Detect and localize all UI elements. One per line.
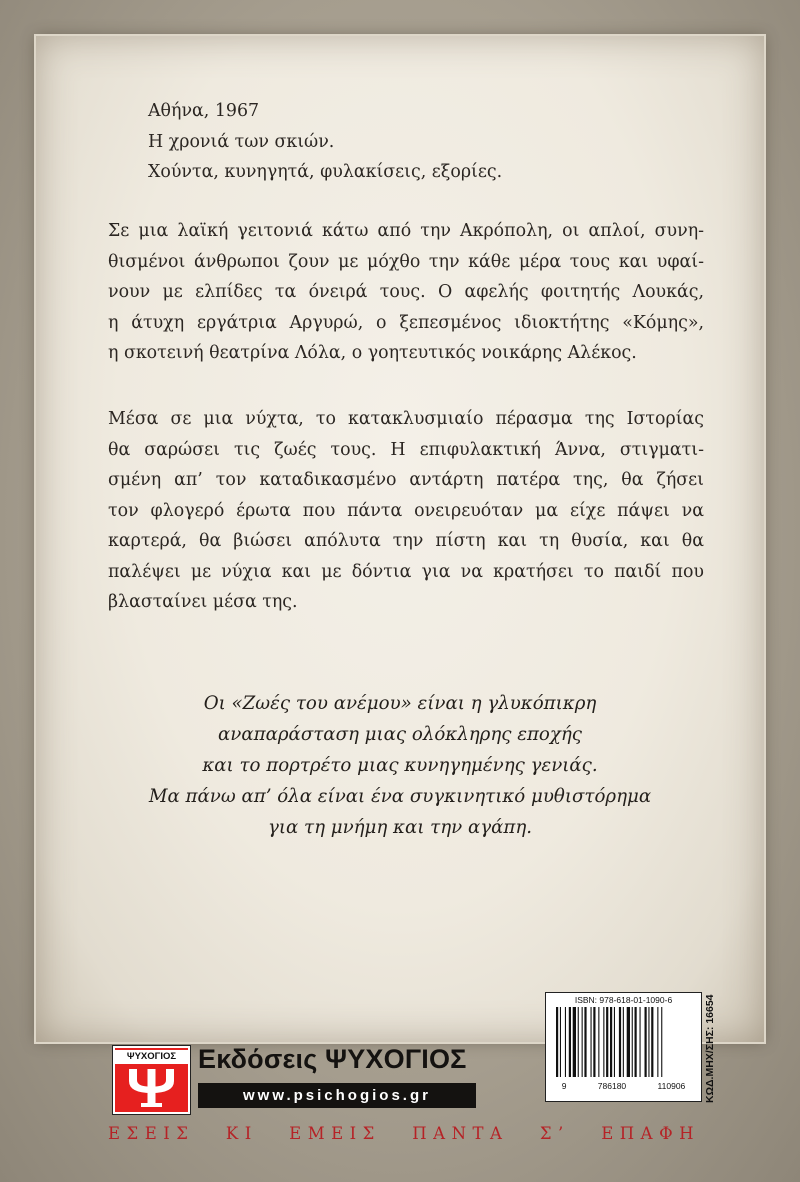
closing-line: Οι «Ζωές του ανέμου» είναι η γλυκόπικρη [203,693,597,714]
barcode-digit-group: 110906 [657,1081,686,1091]
paragraph-2 [108,404,704,618]
paragraph-line: παλέψει με νύχια και με δόντια για να κρατήσει το παιδί που [108,561,704,582]
opening-lines [148,96,744,188]
paragraph-line: Μέσα σε μια νύχτα, το κατακλυσμιαίο πέρασμα της Ιστορίας [108,409,704,429]
paragraph-1 [108,216,704,369]
opening-line: Η χρονιά των σκιών. [148,131,335,152]
publisher-slogan: ΕΣΕΙΣ ΚΙ ΕΜΕΙΣ ΠΑΝΤΑ Σ’ ΕΠΑΦΗ [108,1124,700,1143]
paragraph-line: νουν με ελπίδες τα όνειρά τους. Ο αφελής φοιτητής Λουκάς, [108,282,704,302]
paragraph-line: βλασταίνει μέσα της. [108,592,298,612]
barcode [545,992,702,1102]
closing-line: και το πορτρέτο μιας κυνηγημένης γενιάς. [202,755,598,776]
closing-line: για τη μνήμη και την αγάπη. [267,817,533,838]
isbn-label: ISBN: 978-618-01-1090-6 [574,995,673,1005]
opening-line: Χούντα, κυνηγητά, φυλακίσεις, εξορίες. [148,162,503,182]
barcode-digit-group: 9 [561,1081,567,1091]
vertical-code: ΚΩΔ.ΜΗΧ/ΣΗΣ: 16654 [704,994,716,1103]
publisher-logo [113,1046,190,1114]
paragraph-line: σμένη απ’ τον καταδικασμένο αντάρτη πατέρα της, θα ζήσει [108,470,704,490]
paragraph-line: καρτερά, θα βιώσει απόλυτα την πίστη και τη θυσία, και θα [108,531,704,551]
paragraph-line: τον φλογερό έρωτα που πάντα ονειρευόταν μα είχε πάψει να [108,500,704,521]
barcode-digit-group: 786180 [597,1081,627,1091]
barcode-bars [554,1007,694,1077]
paragraph-line: θα σαρώσει τις ζωές τους. Η επιφυλακτική Άννα, στιγματι- [108,439,704,460]
logo-text: ΨΥΧΟΓΙΟΣ [115,1050,188,1064]
opening-line: Αθήνα, 1967 [148,101,260,121]
closing-line: Μα πάνω απ’ όλα είναι ένα συγκινητικό μυθιστόρημα [148,786,652,807]
barcode-digits [546,1081,701,1091]
paragraph-line: η άτυχη εργάτρια Αργυρώ, ο ξεπεσμένος ιδιοκτήτης «Κόμης», [108,312,704,333]
closing-blurb [108,688,692,843]
paragraph-line: θισμένοι άνθρωποι ζουν με μόχθο την κάθε μέρα τους και υφαί- [108,251,704,272]
psi-icon [115,1065,188,1110]
closing-line: αναπαράσταση μιας ολόκληρης εποχής [218,724,582,745]
publisher-name: Εκδόσεις ΨΥΧΟΓΙΟΣ [198,1044,467,1074]
website-link[interactable]: www.psichogios.gr [198,1083,476,1108]
paragraph-line: η σκοτεινή θεατρίνα Λόλα, ο γοητευτικός νοικάρης Αλέκος. [108,343,637,363]
paragraph-line: Σε μια λαϊκή γειτονιά κάτω από την Ακρόπολη, οι απλοί, συνη- [108,221,704,241]
